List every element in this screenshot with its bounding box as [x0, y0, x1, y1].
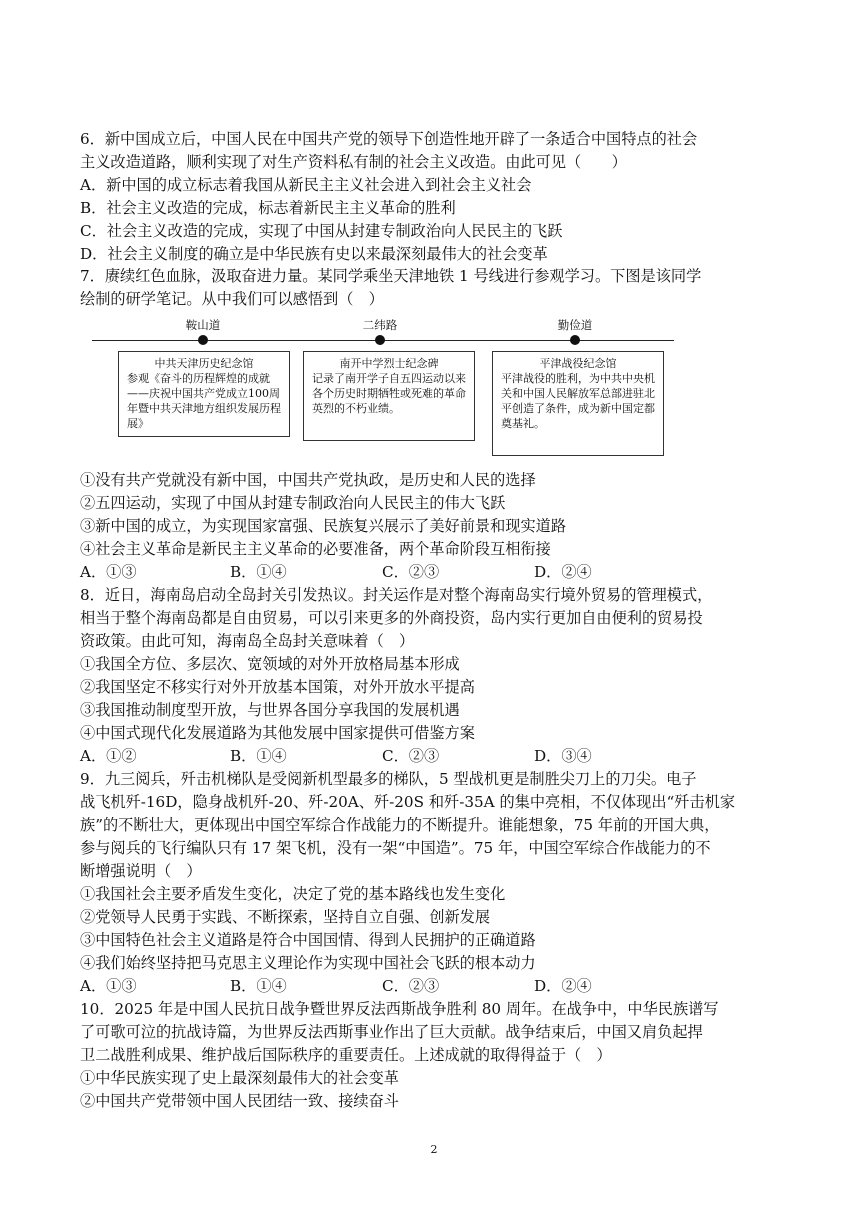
note-box-text: 平津战役的胜利，为中共中央机关和中国人民解放军总部进驻北平创造了条件，成为新中国定都奠基礼。 — [501, 372, 655, 430]
q10-stem-line-3: 卫二战胜利成果、维护战后国际秩序的重要责任。上述成就的取得得益于（ ） — [80, 1046, 612, 1064]
q9-stem-line-5: 断增强说明（ ） — [80, 862, 202, 880]
q6-option-c: C．社会主义改造的完成，实现了中国从封建专制政治向人民民主的飞跃 — [80, 222, 563, 240]
q8-item-4: ④中国式现代化发展道路为其他发展中国家提供可借鉴方案 — [80, 724, 475, 742]
q10-stem-line-2: 了可歌可泣的抗战诗篇，为世界反法西斯事业作出了巨大贡献。战争结束后，中国又肩负起捍 — [80, 1023, 703, 1041]
q9-item-2: ②党领导人民勇于实践、不断探索，坚持自立自强、创新发展 — [80, 908, 491, 926]
q7-item-2: ②五四运动，实现了中国从封建专制政治向人民民主的伟大飞跃 — [80, 494, 506, 512]
note-box-text: 记录了南开学子自五四运动以来各个历史时期牺牲或死难的革命英烈的不朽业绩。 — [312, 372, 466, 415]
q8-option-a: A．①② — [80, 747, 137, 765]
q8-stem-line-2: 相当于整个海南岛都是自由贸易，可以引来更多的外商投资，岛内实行更加自由便利的贸易投 — [80, 609, 703, 627]
note-box-text: 参观《奋斗的历程辉煌的成就——庆祝中国共产党成立100周年暨中共天津地方组织发展历程展》 — [127, 372, 281, 430]
q9-option-b: B．①④ — [230, 977, 287, 995]
station-label-erweilu: 二纬路 — [362, 318, 398, 332]
note-box-history-memorial — [118, 351, 290, 437]
q8-option-c: C．②③ — [382, 747, 440, 765]
q8-option-b: B．①④ — [230, 747, 287, 765]
note-box-pingjin-memorial — [492, 351, 664, 456]
q6-stem-line-1: 6．新中国成立后，中国人民在中国共产党的领导下创造性地开辟了一条适合中国特点的社会 — [80, 130, 698, 148]
q9-item-1: ①我国社会主要矛盾发生变化，决定了党的基本路线也发生变化 — [80, 885, 506, 903]
q8-option-d: D．③④ — [534, 747, 592, 765]
q7-option-d: D．②④ — [534, 563, 592, 581]
page-number: 2 — [430, 1143, 438, 1156]
q6-option-a: A．新中国的成立标志着我国从新民主主义社会进入到社会主义社会 — [80, 176, 532, 194]
q9-stem-line-2: 战飞机歼-16D，隐身战机歼-20、歼-20A、歼-20S 和歼-35A 的集中亮相，不仅体现出“歼击机家 — [80, 793, 736, 811]
q9-options-row — [80, 975, 795, 998]
q6-option-b: B．社会主义改造的完成，标志着新民主主义革命的胜利 — [80, 199, 456, 217]
q9-option-d: D．②④ — [534, 977, 592, 995]
q10-stem-line-1: 10．2025 年是中国人民抗日战争暨世界反法西斯战争胜利 80 周年。在战争中，中华民族谱写 — [80, 1000, 719, 1018]
q10-item-2: ②中国共产党带领中国人民团结一致、接续奋斗 — [80, 1092, 399, 1110]
q7-option-c: C．②③ — [382, 563, 440, 581]
q9-stem-line-3: 族”的不断壮大，更体现出中国空军综合作战能力的不断提升。谁能想象，75 年前的开国大典， — [80, 816, 720, 834]
station-dot-anshandao — [198, 335, 208, 345]
q7-item-1: ①没有共产党就没有新中国，中国共产党执政，是历史和人民的选择 — [80, 471, 536, 489]
note-box-nankai-monument — [303, 351, 475, 441]
q9-stem-line-1: 9．九三阅兵，歼击机梯队是受阅新机型最多的梯队，5 型战机更是制胜尖刀上的刀尖。电子 — [80, 770, 697, 788]
note-box-title: 中共天津历史纪念馆 — [154, 357, 254, 370]
q7-options-row — [80, 561, 795, 584]
q7-stem-line-1: 7．赓续红色血脉，汲取奋进力量。某同学乘坐天津地铁 1 号线进行参观学习。下图是该同学 — [80, 267, 702, 285]
note-box-title: 南开中学烈士纪念碑 — [339, 357, 439, 370]
q7-stem-line-2: 绘制的研学笔记。从中我们可以感悟到（ ） — [80, 290, 384, 308]
metro-study-notes-diagram — [92, 318, 677, 460]
q8-item-1: ①我国全方位、多层次、宽领域的对外开放格局基本形成 — [80, 655, 460, 673]
q8-options-row — [80, 745, 795, 768]
q7-item-3: ③新中国的成立，为实现国家富强、民族复兴展示了美好前景和现实道路 — [80, 517, 566, 535]
q6-option-d: D．社会主义制度的确立是中华民族有史以来最深刻最伟大的社会变革 — [80, 245, 548, 263]
q7-item-4: ④社会主义革命是新民主主义革命的必要准备，两个革命阶段互相衔接 — [80, 540, 551, 558]
q9-item-3: ③中国特色社会主义道路是符合中国国情、得到人民拥护的正确道路 — [80, 931, 536, 949]
station-dot-erweilu — [375, 335, 385, 345]
q9-item-4: ④我们始终坚持把马克思主义理论作为实现中国社会飞跃的根本动力 — [80, 954, 536, 972]
q9-option-a: A．①③ — [80, 977, 137, 995]
q7-option-b: B．①④ — [230, 563, 287, 581]
station-dot-qinjiandao — [570, 335, 580, 345]
q7-option-a: A．①③ — [80, 563, 137, 581]
q8-item-3: ③我国推动制度型开放，与世界各国分享我国的发展机遇 — [80, 701, 460, 719]
station-label-qinjiandao: 勤俭道 — [557, 318, 593, 332]
q8-stem-line-3: 资政策。由此可知，海南岛全岛封关意味着（ ） — [80, 632, 415, 650]
q6-stem-line-2: 主义改造道路，顺利实现了对生产资料私有制的社会主义改造。由此可见（ ） — [80, 153, 627, 171]
q9-option-c: C．②③ — [382, 977, 440, 995]
q10-item-1: ①中华民族实现了史上最深刻最伟大的社会变革 — [80, 1069, 399, 1087]
q9-stem-line-4: 参与阅兵的飞行编队只有 17 架飞机，没有一架“中国造”。75 年，中国空军综合作战能力的不 — [80, 839, 711, 857]
q8-item-2: ②我国坚定不移实行对外开放基本国策，对外开放水平提高 — [80, 678, 475, 696]
q8-stem-line-1: 8．近日，海南岛启动全岛封关引发热议。封关运作是对整个海南岛实行境外贸易的管理模式， — [80, 586, 713, 604]
note-box-title: 平津战役纪念馆 — [539, 357, 617, 370]
station-label-anshandao: 鞍山道 — [185, 318, 221, 332]
